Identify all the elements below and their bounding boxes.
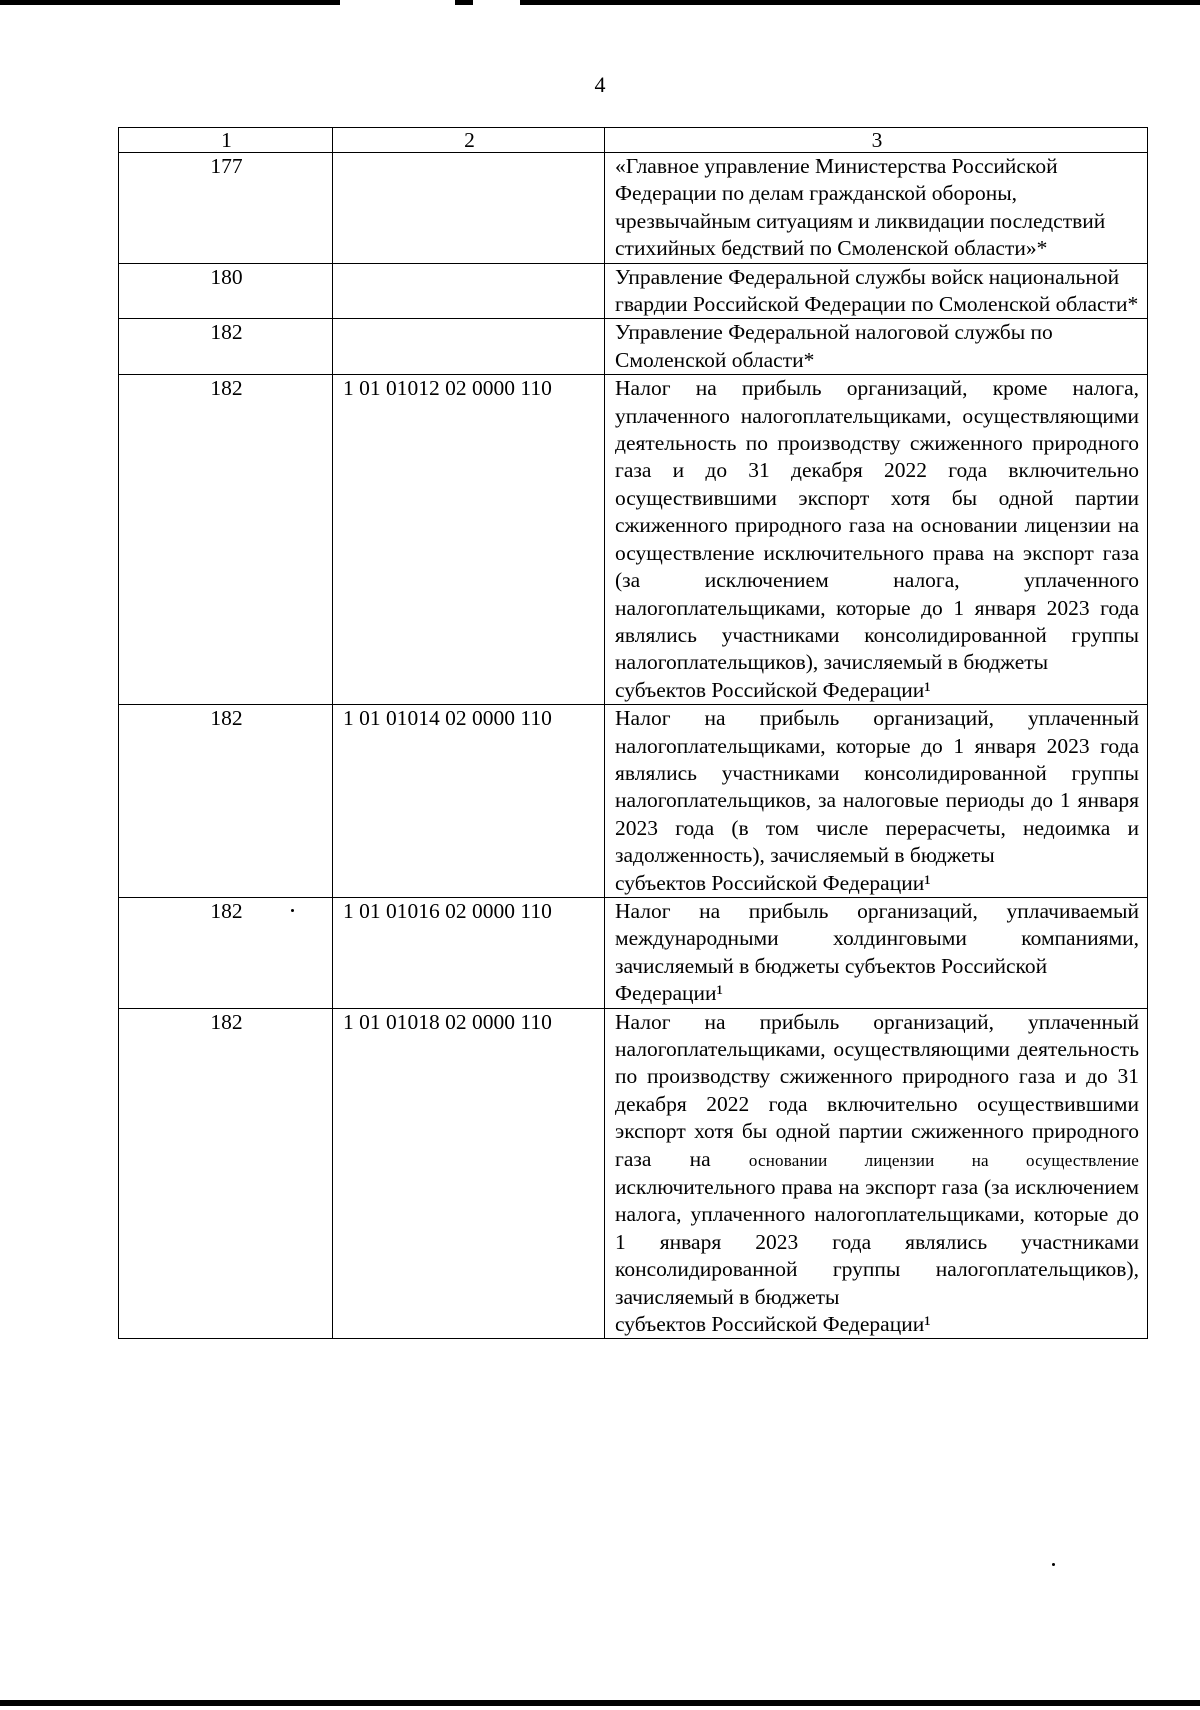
name-text: Налог на прибыль организаций, уплаченный налогоплательщиками, которые до 1 января 2023 года являлись участниками консолидированной группы налогоплательщиков, за налоговые периоды до 1 января 2023 года (в том числе перерасчеты, недоимка и задолженность), зачисляемый в бюджеты [615,706,1139,868]
name-text-small-line: основании лицензии на осуществление [748,1150,1140,1170]
kbk-code-cell: 1 01 01018 02 0000 110 [333,1008,605,1339]
name-cell: Управление Федеральной налоговой службы по Смоленской области* [605,319,1148,375]
table-row [119,375,1148,705]
name-text: Налог на прибыль организаций, уплачиваемый международными холдинговыми компаниями, зачисляемый в бюджеты субъектов Российской [615,898,1139,978]
column-header-1: 1 [119,128,333,153]
name-text-last-line: субъектов Российской Федерации¹ [615,677,931,702]
admin-code-cell: 182 [119,319,333,375]
admin-code-cell: 182 [119,375,333,705]
name-text-last-line: субъектов Российской Федерации¹ [615,870,931,895]
table-row [119,705,1148,898]
scan-speck [1052,1563,1055,1566]
admin-code-cell: 177 [119,153,333,264]
page-number: 4 [594,72,606,97]
kbk-code-cell: 1 01 01012 02 0000 110 [333,375,605,705]
name-text-last-line: субъектов Российской Федерации¹ [615,1312,931,1337]
name-cell [605,1008,1148,1339]
kbk-code-cell [333,263,605,319]
scan-bottom-edge [0,1700,1200,1706]
admin-code-cell: 180 [119,263,333,319]
name-text: Налог на прибыль организаций, кроме налога, уплаченного налогоплательщиками, осуществляющими деятельность по производству сжиженного природного газа и до 31 декабря 2022 года включительно осуществившими экспорт хотя бы одной партии сжиженного природного газа на основании лицензии на осуществление исключительного права на экспорт газа (за исключением налога, уплаченного налогоплательщиками, которые до 1 января 2023 года являлись участниками консолидированной группы налогоплательщиков), зачисляемый в бюджеты [615,376,1139,675]
scan-top-edge [0,0,1200,14]
name-cell: «Главное управление Министерства Российской Федерации по делам гражданской обороны, чрезвычайным ситуациям и ликвидации последствий стихийных бедствий по Смоленской области»* [605,153,1148,264]
kbk-code-cell [333,319,605,375]
name-text-last-line: Федерации¹ [615,981,723,1006]
table-row [119,263,1148,319]
column-header-2: 2 [333,128,605,153]
name-cell [605,897,1148,1008]
table-row [119,319,1148,375]
name-text: Налог на прибыль организаций, уплаченный налогоплательщиками, осуществляющими деятельность по производству сжиженного природного газа и до 31 декабря 2022 года включительно осуществившими экспорт хотя бы одной партии сжиженного природного газа на [615,1009,1139,1171]
admin-code-cell: 182 [119,897,333,1008]
revenue-administrators-table [118,127,1148,1339]
table-row [119,1008,1148,1339]
kbk-code-cell: 1 01 01016 02 0000 110 [333,897,605,1008]
kbk-code-cell: 1 01 01014 02 0000 110 [333,705,605,898]
table-header-row [119,128,1148,153]
table-row [119,153,1148,264]
name-text-continued: исключительного права на экспорт газа (за исключением налога, уплаченного налогоплательщиками, которые до 1 января 2023 года являлись участниками консолидированной группы налогоплательщиков), зачисляемый в бюджеты [615,1175,1139,1309]
admin-code-cell: 182 [119,1008,333,1339]
name-cell: Управление Федеральной службы войск национальной гвардии Российской Федерации по Смоленской области* [605,263,1148,319]
table-row [119,897,1148,1008]
name-cell [605,375,1148,705]
scan-speck [291,909,294,912]
kbk-code-cell [333,153,605,264]
admin-code-cell: 182 [119,705,333,898]
name-cell [605,705,1148,898]
column-header-3: 3 [605,128,1148,153]
